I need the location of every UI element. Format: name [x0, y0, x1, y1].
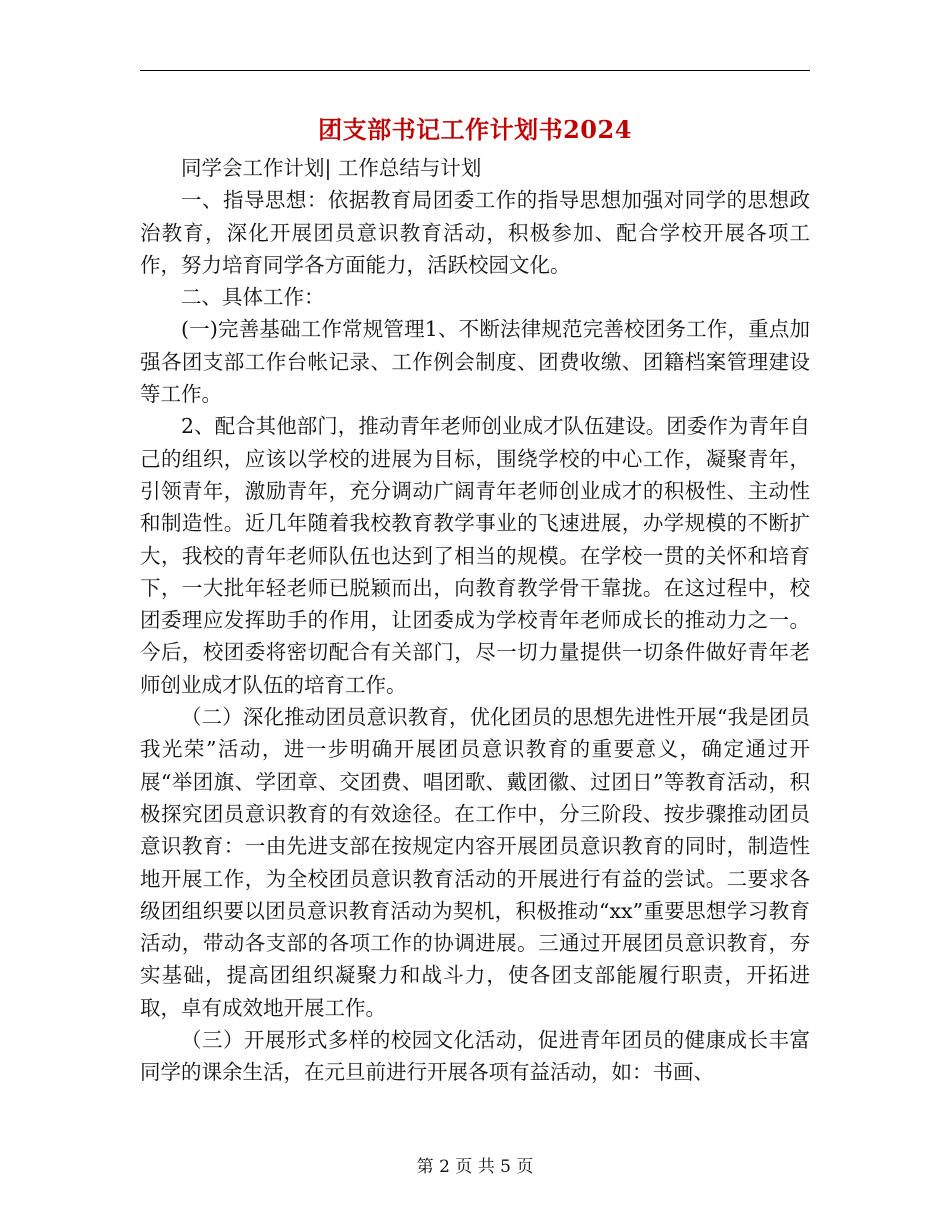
header-rule: [140, 70, 810, 71]
paragraph-subheading: 同学会工作计划| 工作总结与计划: [181, 156, 482, 180]
paragraph-guiding-ideology: 一、指导思想：依据教育局团委工作的指导思想加强对同学的思想政治教育，深化开展团员意识教育活动，积极参加、配合学校开展各项工作，努力培育同学各方面能力，活跃校园文化。: [140, 188, 810, 277]
paragraph-section-1-item-2: 2、配合其他部门，推动青年老师创业成才队伍建设。团委作为青年自己的组织，应该以学校的进展为目标，围绕学校的中心工作，凝聚青年，引领青年，激励青年，充分调动广阔青年老师创业成才的积极性、主动性和制造性。近几年随着我校教育教学事业的飞速进展，办学规模的不断扩大，我校的青年老师队伍也达到了相当的规模。在学校一贯的关怀和培育下，一大批年轻老师已脱颖而出，向教育教学骨干靠拢。在这过程中，校团委理应发挥助手的作用，让团委成为学校青年老师成长的推动力之一。今后，校团委将密切配合有关部门，尽一切力量提供一切条件做好青年老师创业成才队伍的培育工作。: [140, 414, 810, 697]
paragraph-section-1: (一)完善基础工作常规管理1、不断法律规范完善校团务工作，重点加强各团支部工作台帐记录、工作例会制度、团费收缴、团籍档案管理建设等工作。: [140, 317, 810, 407]
document-body: [140, 152, 810, 1089]
page-number-footer: 第 2 页 共 5 页: [416, 1157, 534, 1177]
paragraph-section-3: （三）开展形式多样的校园文化活动，促进青年团员的健康成长丰富同学的课余生活，在元旦前进行开展各项有益活动，如：书画、: [140, 1028, 810, 1085]
paragraph-section-2: （二）深化推动团员意识教育，优化团员的思想先进性开展“我是团员我光荣”活动，进一步明确开展团员意识教育的重要意义，确定通过开展“举团旗、学团章、交团费、唱团歌、戴团徽、过团日”等教育活动，积极探究团员意识教育的有效途径。在工作中，分三阶段、按步骤推动团员意识教育：一由先进支部在按规定内容开展团员意识教育的同时，制造性地开展工作，为全校团员意识教育活动的开展进行有益的尝试。二要求各级团组织要以团员意识教育活动为契机，积极推动“xx”重要思想学习教育活动，带动各支部的各项工作的协调进展。三通过开展团员意识教育，夯实基础，提高团组织凝聚力和战斗力，使各团支部能履行职责，开拓进取，卓有成效地开展工作。: [140, 705, 810, 1020]
document-title: 团支部书记工作计划书2024: [318, 115, 632, 144]
paragraph-specific-work-heading: 二、具体工作：: [181, 285, 325, 310]
